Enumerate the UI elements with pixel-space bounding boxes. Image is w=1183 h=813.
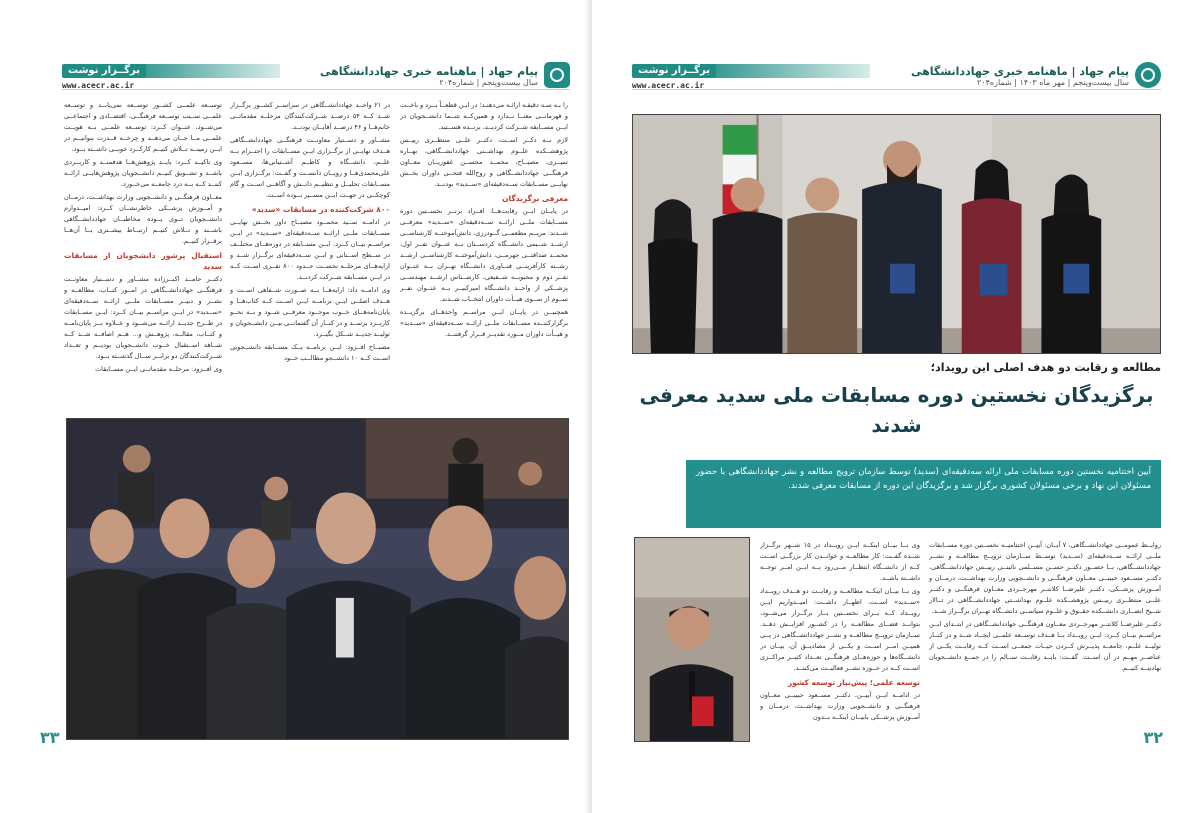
paragraph: روابــط عمومــی جهاددانشــگاهی، ۷ آبــان: آییــن اختتامیــه نخســتین دوره مســابقات ملــی ارائــه ســه‌دقیقه‌ای (ســدید) توســط ســازمان ترویــج مطالعــه و نشــر جهاددانشــگاهی، بــا حضــور دکتــر حســن مســلمی نائینــی رییــس جهاددانشــگاهی، دکتــر مســعود حبیبــی معــاون فرهنگــی و دانشــجویی وزارت بهداشــت، درمــان و آمــوزش پزشــکی، دکتــر علیرضــا کلانتــر مهرجــردی معــاون فرهنگــی و دکتــر علــی منتظــری رییــس پژوهشــکده علــوم بهداشــتی جهاددانشــگاهی در تــالار شــیخ انصــاری دانشــکده حقــوق و علــوم سیاســی دانشــگاه تهــران برگــزار شــد. [929, 541, 1161, 615]
right-col-middle [760, 540, 920, 745]
site-url: www.acecr.ac.ir [62, 81, 135, 90]
right-page [592, 0, 1183, 813]
paragraph: توســعه علمــی کشــور توســعه نمی‌یابــد و توســعه علمــی ســبب توســعه فرهنگــی، اقتصــادی و اجتماعــی می‌شــود، عنــوان کــرد: توســعه علمــی بــه هویــت علمــی مــا جــان می‌دهــد و چرخــه قــدرت بنوانیــم در ایــن زمینــه تــلاش کنیــم کارکــرد خوبــی داشــته بــود. [64, 101, 222, 153]
paragraph: مصبــاح افــزود: ایــن برنامــه یــک مســابقه دانشــجویی اســت کــه ۱۰ دانشــجو مطالــب خــود [230, 343, 390, 362]
paragraph: در پایــان ایــن رقابت‌هــا، افــراد برتــر نخســتین دوره مســابقات ملــی ارائــه ســه‌دقیقه‌ای «ســدید» معرفــی شــدند: مریــم مطعمــی گــودرزی، دانش‌آموختــه کارشناســی ارشــد شــیمی دانشــگاه کردســتان بــه عنــوان نفــر اول، محمــد صداقتــی جهرمــی، دانش‌آموختــه کارشناســی ارشــد رشــته کارآفرینــی فنــاوری دانشــگاه تهــران بــه عنــوان نفــر دوم و محبوبــه شــفیعی، کارشــناس ارشــد مهندســی پزشــکی از واحــد دانشــگاه امیرکبیــر بــه عنــوان نفــر ســوم از ســوی هیــأت داوران انتخــاب شــدند. [400, 207, 568, 303]
speaker-photo [634, 537, 750, 742]
magazine-title: پیام جهاد | ماهنامه خبری جهاددانشگاهی [911, 65, 1129, 78]
issue-info: سال بیست‌وپنجم | شماره۲۰۴ [439, 78, 538, 87]
paragraph: وی ادامــه داد: ارایه‌هــا بــه صــورت شــفاهی اســت و هــدف اصلــی ایــن برنامــه ایــن اســت کــه کتاب‌هــا و پایان‌نامه‌هــای خــوب موجــود معرفــی شــود و بــه نحــو کاربــرد برســد و در کنــار آن گفتمانــی بیــن دانشــجویان و تولیــد جدیــد شــکل بگیــرد. [230, 286, 390, 338]
site-url: www.acecr.ac.ir [632, 81, 705, 90]
paragraph: مشــاور و دســتیار معاونــت فرهنگــی جهاددانشــگاهی هــدف نهایــی از برگــزاری ایــن مســابقات را احتــرام بــه علــم، دانشــگاه و کاظــم آشــتیانی‌ها، مســعود علی‌محمدی‌هــا و رویــان دانســت و گفــت: برگــزاری ایــن مســابقات تحلیــل و تنظیــم دانــش و آگاهــی اســت و گام کوچکــی در جهــت ایــن مســیر بــوده اســت. [230, 136, 390, 199]
magazine-title: پیام جهاد | ماهنامه خبری جهاددانشگاهی [320, 65, 538, 78]
paragraph: وی بــا بیــان اینکــه مطالعــه و رقابــت دو هــدف رویــداد «ســدید» اســت، اظهــار داشــت: امیــدواریم ایــن رویــداد کــه بــرای نخســتین بــار برگــزار می‌شــود، بتوانــد فضــای مطالعــه را در کشــور افزایــش دهــد. ســازمان ترویــج مطالعــه و نشــر جهاددانشــگاهی در پــی همیــن امــر اســت و یکــی از مصادیــق آن، بیــان در دانشــگاه‌ها و حوزه‌هــای فرهنگــی تعــداد کثیــر مراکــزی اســت کــه در حــوزه نشــر فعالیــت می‌کننــد. [760, 587, 920, 672]
paragraph: وی افــزود: مرحلــه مقدماتــی ایــن مســابقات [95, 365, 222, 373]
section-heading: استقبال پرشور دانشجویان از مسابقات سدید [64, 251, 222, 271]
article-lead: آیین اختتامیه نخستین دوره مسابقات ملی ارائه سه‌دقیقه‌ای (سدید) توسط سازمان ترویج مطالعه و نشر جهاددانشگاهی با حضور مسئولان این نهاد و برخی مسئولان کشوری برگزار شد و برگزیدگان این دوره از مسابقات معرفی شدند. [686, 460, 1161, 528]
paragraph: همچنیــن در پایــان ایــن مراســم واحدهــای برگزیــده برگزارکننــده مســابقات ملــی ارائــه ســه‌دقیقه‌ای «ســدید» و هیــأت داوران مــورد تقدیــر قــرار گرفتنــد. [400, 308, 568, 338]
page-number: ۳۳ [40, 728, 60, 747]
article-kicker: مطالعه و رقابت دو هدف اصلی این رویداد؛ [930, 361, 1161, 374]
page-number: ۳۲ [1143, 728, 1163, 747]
paragraph: وی بــا بیــان اینکــه ایــن رویــداد در ۱۵ شــهر برگــزار شــده گفــت: کار مطالعــه و خوانــدن کار بزرگــی اســت کــه از دانشــگاه انتظــار مــی‌رود بــه ایــن امــر توجــه داشــته باشــد. [760, 541, 920, 582]
issue-info: سال بیست‌وپنجم | مهر ماه ۱۴۰۳ | شماره۲۰۴ [977, 78, 1129, 87]
right-col-right [929, 540, 1161, 740]
section-heading: توسعه علمی؛ پیش‌نیاز توسعه کشور [787, 678, 920, 687]
paragraph: در ۲۱ واحــد جهاددانشــگاهی در سراســر کشــور برگــزار شــد کــه ۵۴ درصــد شــرکت‌کنندگان مرحلــه مقدماتــی خانم‌هــا و ۴۶ درصــد آقایــان بودنــد. [230, 101, 390, 131]
left-col-right [400, 100, 568, 420]
left-col-middle [230, 100, 390, 418]
paragraph: دکتــر حامــد اکبــرزاده مشــاور و دســتیار معاونــت فرهنگــی جهاددانشــگاهی در امــور کتــاب، مطالعــه و نشــر و دبیــر مســابقات ملــی ارائــه ســه‌دقیقه‌ای «ســدید» در ایــن مراســم بیــان کــرد: ایــن مســابقات در طــرح جدیــد ارائــه می‌شــود و عــلاوه بــر پایان‌نامــه و کتــاب، مقالــه، پژوهــش و... هــم اضافــه شــد کــه شــاهد اســتقبال خــوب دانشــجویان بودیــم و تعــداد شــرکت‌کنندگان دو برابــر ســال گذشــته بــود. [64, 275, 222, 360]
paragraph: لازم بــه ذکــر اســت، دکتــر علــی منتظــری رییــس پژوهشــکده علــوم بهداشــتی جهاددانشــگاهی، بهــاره تمیــزی، مصیــاح، محمــد محســن غفوریــان معــاون فرهنگــی جهاددانشــگاهی و روح‌الله فتحــی داوران بخــش نهایــی مســابقات ســه‌دقیقه‌ای «ســدید» بودنــد. [400, 136, 568, 188]
audience-photo [66, 418, 569, 740]
brand-bar [690, 64, 870, 78]
jahad-logo-icon [1135, 62, 1161, 88]
left-col-left [64, 100, 222, 418]
section-heading: معرفی برگزیدگان [502, 194, 568, 203]
section-heading: ۸۰۰ شرکت‌کننده در مسابقات «سدید» [251, 205, 390, 214]
section-brand: برگــزار نوشت [62, 64, 146, 78]
section-brand: برگــزار نوشت [632, 64, 716, 78]
paragraph: در ادامــه ایــن آییــن، دکتــر مســعود حبیبــی معــاون فرهنگــی و دانشــجویی وزارت بهداشــت، درمــان و آمــوزش پزشــکی بابیــان اینکــه بــدون [760, 691, 920, 721]
paragraph: در ادامــه ســید محمــود مصبــاح داور بخــش نهایــی مســابقات ملــی ارائــه ســه‌دقیقه‌ای «ســدید» در ایــن مراســم بیــان کــرد: ایــن مســابقه در دوره‌هــای مختلــف در ســطح اســتانی و ایــن ســه‌دقیقه‌ای برگــزار شــد و ارایه‌هــای مرحلــه نخســت حــدود ۸۰۰ نفــری اســت کــه در ایــن مســابقه شــرکت کردنــد. [230, 218, 390, 281]
paragraph: را بـه سـه دقیقـه ارائـه می‌دهنـد؛ در ایـن قطعــاً بــرد و باخــت و قهرمانــی معنــا نــدارد و همین‌کــه شــما دانشــجویان در ایــن مســابقه شــرکت کردیــد، برنــده هســتید. [400, 101, 568, 131]
article-headline: برگزیدگان نخستین دوره مسابقات ملی سدید معرفی شدند [639, 383, 1154, 437]
paragraph: وی تاکیــد کــرد: بایــد پژوهش‌هــا هدفمنــد و کاربــردی باشــد و تشــویق کنیــم دانشــجویان پژوهش‌هایــی ارائــه کننــد کــه بــه درد جامعــه می‌خــورد. [64, 158, 222, 188]
left-page-header [62, 62, 570, 90]
right-page-header [632, 62, 1161, 90]
winners-photo [632, 114, 1161, 354]
magazine-logo-icon [544, 62, 570, 88]
paragraph: معــاون فرهنگــی و دانشــجویی وزارت بهداشــت، درمــان و آمــوزش پزشــکی خاطرنشــان کــرد: امیــدوارم دانشــجویان تــوی پــوده مخاطبــان جهاددانشــگاهی باشــند و تــلاش کنیــم ارتبــاط بیشــتری بــا آن‌هــا برقــرار کنیــم. [64, 193, 222, 245]
paragraph: دکتــر علیرضــا کلانتــر مهرجــردی معــاون فرهنگــی جهاددانشــگاهی در ابتــدای ایــن مراســم بیــان کــرد: ایــن رویــداد بــا هــدف توســعه علمــی ایجــاد شــد و در کنــار تولیــد علــم، جامعــه پذیــرش کــردن حیــات جمعــی اســت کــه رقابــت یکــی از عناصــر مهــم در آن اســت. گفــت: بایــد رقابــت ســالم را در جمــع دانشــجویان نهادینــه کنیــم. [929, 620, 1161, 672]
